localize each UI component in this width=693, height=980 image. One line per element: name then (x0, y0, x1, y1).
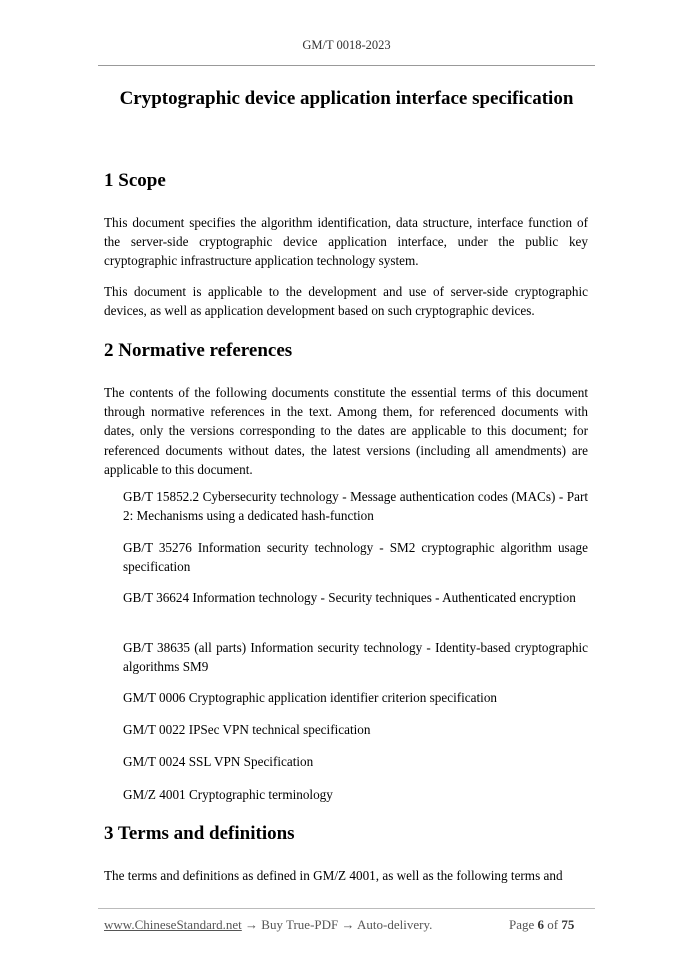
reference-item: GM/Z 4001 Cryptographic terminology (123, 787, 333, 802)
header-divider (98, 65, 595, 66)
normative-references-intro: The contents of the following documents constitute the essential terms of this document through normative references in the text. Among them, for referenced documents with dates, only the versions corresponding to the dates are applicable to this document; for referenced documents without dates, the latest versions (including all amendments) are applicable to this document. (104, 385, 588, 477)
reference-item: GB/T 15852.2 Cybersecurity technology - Message authentication codes (MACs) - Part 2: Mechanisms using a dedicated hash-function (123, 489, 588, 524)
reference-item: GM/T 0024 SSL VPN Specification (123, 754, 314, 769)
page-total: 75 (561, 917, 575, 932)
reference-item: GB/T 35276 Information security technology - SM2 cryptographic algorithm usage specification (123, 540, 588, 575)
scope-paragraph-2: This document is applicable to the development and use of server-side cryptographic devices, as well as application development based on such cryptographic devices. (104, 284, 588, 319)
section-heading-terms-and-definitions: 3 Terms and definitions (104, 823, 295, 844)
reference-item: GB/T 38635 (all parts) Information security technology - Identity-based cryptographic algorithms SM9 (123, 640, 588, 675)
terms-paragraph: The terms and definitions as defined in GM/Z 4001, as well as the following terms and (104, 868, 563, 883)
reference-item: GM/T 0022 IPSec VPN technical specification (123, 722, 371, 737)
auto-delivery-text: Auto-delivery. (357, 917, 433, 932)
arrow-right-icon: → (341, 917, 355, 932)
section-heading-normative-references: 2 Normative references (104, 340, 293, 361)
running-header: GM/T 0018-2023 (302, 38, 391, 52)
buy-true-pdf-text: Buy True-PDF (261, 917, 339, 932)
footer-links (104, 917, 432, 933)
page-label: Page (509, 917, 535, 932)
scope-paragraph-1: This document specifies the algorithm identification, data structure, interface function of the server-side cryptographic device application interface, under the public key cryptographic infrastructure application technology system. (104, 215, 588, 269)
reference-item: GM/T 0006 Cryptographic application identifier criterion specification (123, 690, 498, 705)
page-number: 6 (537, 917, 545, 932)
section-heading-scope: 1 Scope (104, 170, 166, 191)
arrow-right-icon: → (245, 917, 259, 932)
site-link[interactable]: www.ChineseStandard.net (104, 917, 242, 932)
page-counter (509, 917, 574, 933)
footer-divider (98, 908, 595, 909)
reference-item: GB/T 36624 Information technology - Security techniques - Authenticated encryption (123, 590, 576, 605)
document-title: Cryptographic device application interface specification (119, 88, 574, 109)
of-label: of (547, 917, 559, 932)
